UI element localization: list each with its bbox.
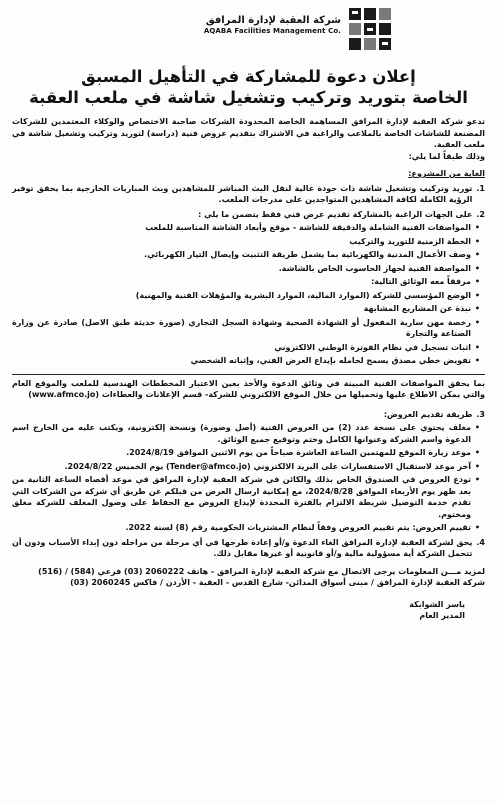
company-name-arabic: شركة العقبة لإدارة المرافق	[205, 15, 341, 26]
item-1-text: توريد وتركيب وتشغيل شاشة ذات جودة عالية لنقل البث المباشر للمشاهدين وبث المباريات الخارجية بما يحقق توفير الرؤية الكاملة لكافة المشاهدين المتواجدين على مدرجات الملعب.	[12, 183, 473, 204]
list-item: • رخصة مهن سارية المفعول أو الشهادة الصحية وشهادة السجل التجاري (صورة حديثة طبق الاصل) صادرة عن وزارة الصناعة والتجارة	[12, 317, 471, 340]
item-2	[12, 209, 485, 221]
announcement-body	[12, 116, 485, 621]
item-4-text: يحق لشركة العقبة لإدارة المرافق الغاء الدعوة و/أو إعادة طرحها في أي مرحلة من مراحله دون إبداء الأسباب ودون أن تتحمل الشركة أية مسؤولية مالية و/أو قانونية أو غيرها مقابل ذلك.	[12, 537, 473, 558]
letterhead	[12, 6, 485, 56]
list-item: • مرفقاً معه الوثائق التالية:	[12, 276, 471, 288]
signatory-name: ياسر الشوابكة	[409, 599, 465, 609]
list-item: • الوضع المؤسسي للشركة (الموارد المالية، الموارد البشرية والمؤهلات الفنية والمهنية)	[12, 290, 471, 302]
contact-line-1: لمزيد مـــن المعلومات يرجى الاتصال مع شركة العقبة لإدارة المرافق - هاتف 2060222 (03) فرعي (584) / (516)	[38, 566, 485, 576]
documents-list	[12, 290, 485, 367]
item-2-list	[12, 222, 485, 288]
item-4-number: 4.	[476, 537, 485, 547]
list-item: • موعد زيارة الموقع للمهتمين الساعة العاشرة صباحاً من يوم الاثنين الموافق 2024/8/19.	[12, 447, 471, 459]
item-3	[12, 409, 485, 421]
company-name-english: AQABA Facilities Management Co.	[203, 27, 341, 35]
goal-label: الغاية من المشروع:	[408, 169, 485, 178]
list-item: • آخر موعد لاستقبال الاستفسارات على البريد الالكتروني (Tender@afmco.jo) يوم الخميس 2024/8/22.	[12, 461, 471, 473]
company-brand	[204, 6, 393, 52]
list-item: • المواصفات الفنية الشاملة والدقيقة للشاشة - موقع وأبعاد الشاشة المناسبة للملعب	[12, 222, 471, 234]
list-item: • تقييم العروض: يتم تقييم العروض وفقاً لنظام المشتريات الحكومية رقم (8) لسنة 2022.	[12, 522, 471, 534]
contact-line-2: شركة العقبة لإدارة المرافق / مبنى أسواق المدائن- شارع القدس - العقبة - الأردن / فاكس 2060245 (03)	[70, 578, 485, 587]
divider	[12, 374, 485, 375]
signatory-role: المدير العام	[419, 610, 465, 620]
item-3-list	[12, 422, 485, 534]
item-1-number: 1.	[476, 183, 485, 193]
item-2-number: 2.	[476, 209, 485, 219]
item-2-text: على الجهات الراغبة بالمشاركة تقديم عرض فني فقط يتضمن ما يلي :	[198, 209, 473, 219]
intro-paragraph: تدعو شركة العقبة لإدارة المرافق المساهمة الخاصة المحدودة الشركات صاحبة الاختصاص والوكلاء المعتمدين للشركات المصنعة للشاشات الخاصة بالملاعب والراغبة في الاشتراك بتقديم عروض فنية (دراسة) لتوريد وتركيب وتشغيل شاشة في ملعب العقبة.	[12, 117, 485, 149]
intro-tail: وذلك طبقاً لما يلي:	[408, 151, 485, 161]
item-4	[12, 537, 485, 560]
list-item: • تفويض خطي مصدق يسمح لحامله بإيداع العرض الفني، وإثباته الشخصي	[12, 355, 471, 367]
list-item: • نبذة عن المشاريع المشابهة	[12, 303, 471, 315]
company-logo-icon	[347, 6, 393, 52]
list-item: • اثبات تسجيل في نظام الفوترة الوطني الالكتروني	[12, 342, 471, 354]
list-item: • وصف الأعمال المدنية والكهربائية بما يشمل طريقة التثبيت وإيصال التيار الكهربائي.	[12, 249, 471, 261]
specifications-note: بما يحقق المواصفات الفنية المبينة في وثائق الدعوة والأخذ بعين الاعتبار المخططات الهندسية للملعب والموقع العام والتي يمكن الاطلاع عليها وتحميلها من خلال الموقع الالكتروني للشركة- قسم الإعلانات والعطاءات (www.afmco.jo)	[12, 378, 485, 399]
company-name	[204, 6, 341, 35]
list-item: • الخطة الزمنية للتوريد والتركيب	[12, 236, 471, 248]
list-item: • مغلف يحتوي على نسخة عدد (2) من العروض الفنية (أصل وصورة) ونسخة إلكترونية، ويكتب عليه من الخارج اسم الدعوة واسم الشركة وعنوانها الكامل وختم وتوقيع جميع الوثائق.	[12, 422, 471, 445]
announcement-title-line1: إعلان دعوة للمشاركة في التأهيل المسبق	[81, 67, 416, 86]
item-1	[12, 183, 485, 206]
item-3-text: طريقة تقديم العروض:	[383, 409, 473, 419]
item-3-number: 3.	[476, 409, 485, 419]
list-item: • تودع العروض في الصندوق الخاص بذلك والكائن في شركة العقبة لإدارة المرافق في موعد أقصاه الساعة الثانية من بعد ظهر يوم الأربعاء الموافق 2024/8/28، مع إمكانية ارسال العرض من قبلكم عن طريق أي شركة من الشركات التي تقدم خدمة التوصيل شريطة الالتزام بالفترة المحددة لإيداع العروض مع الحفاظ على وصول المغلف للشركة مغلق ومختوم.	[12, 474, 471, 520]
list-item: • المواصفة الفنية لجهاز الحاسوب الخاص بالشاشة.	[12, 263, 471, 275]
signature-block	[12, 599, 485, 621]
announcement-title-line2: الخاصة بتوريد وتركيب وتشغيل شاشة في ملعب العقبة	[29, 88, 468, 107]
